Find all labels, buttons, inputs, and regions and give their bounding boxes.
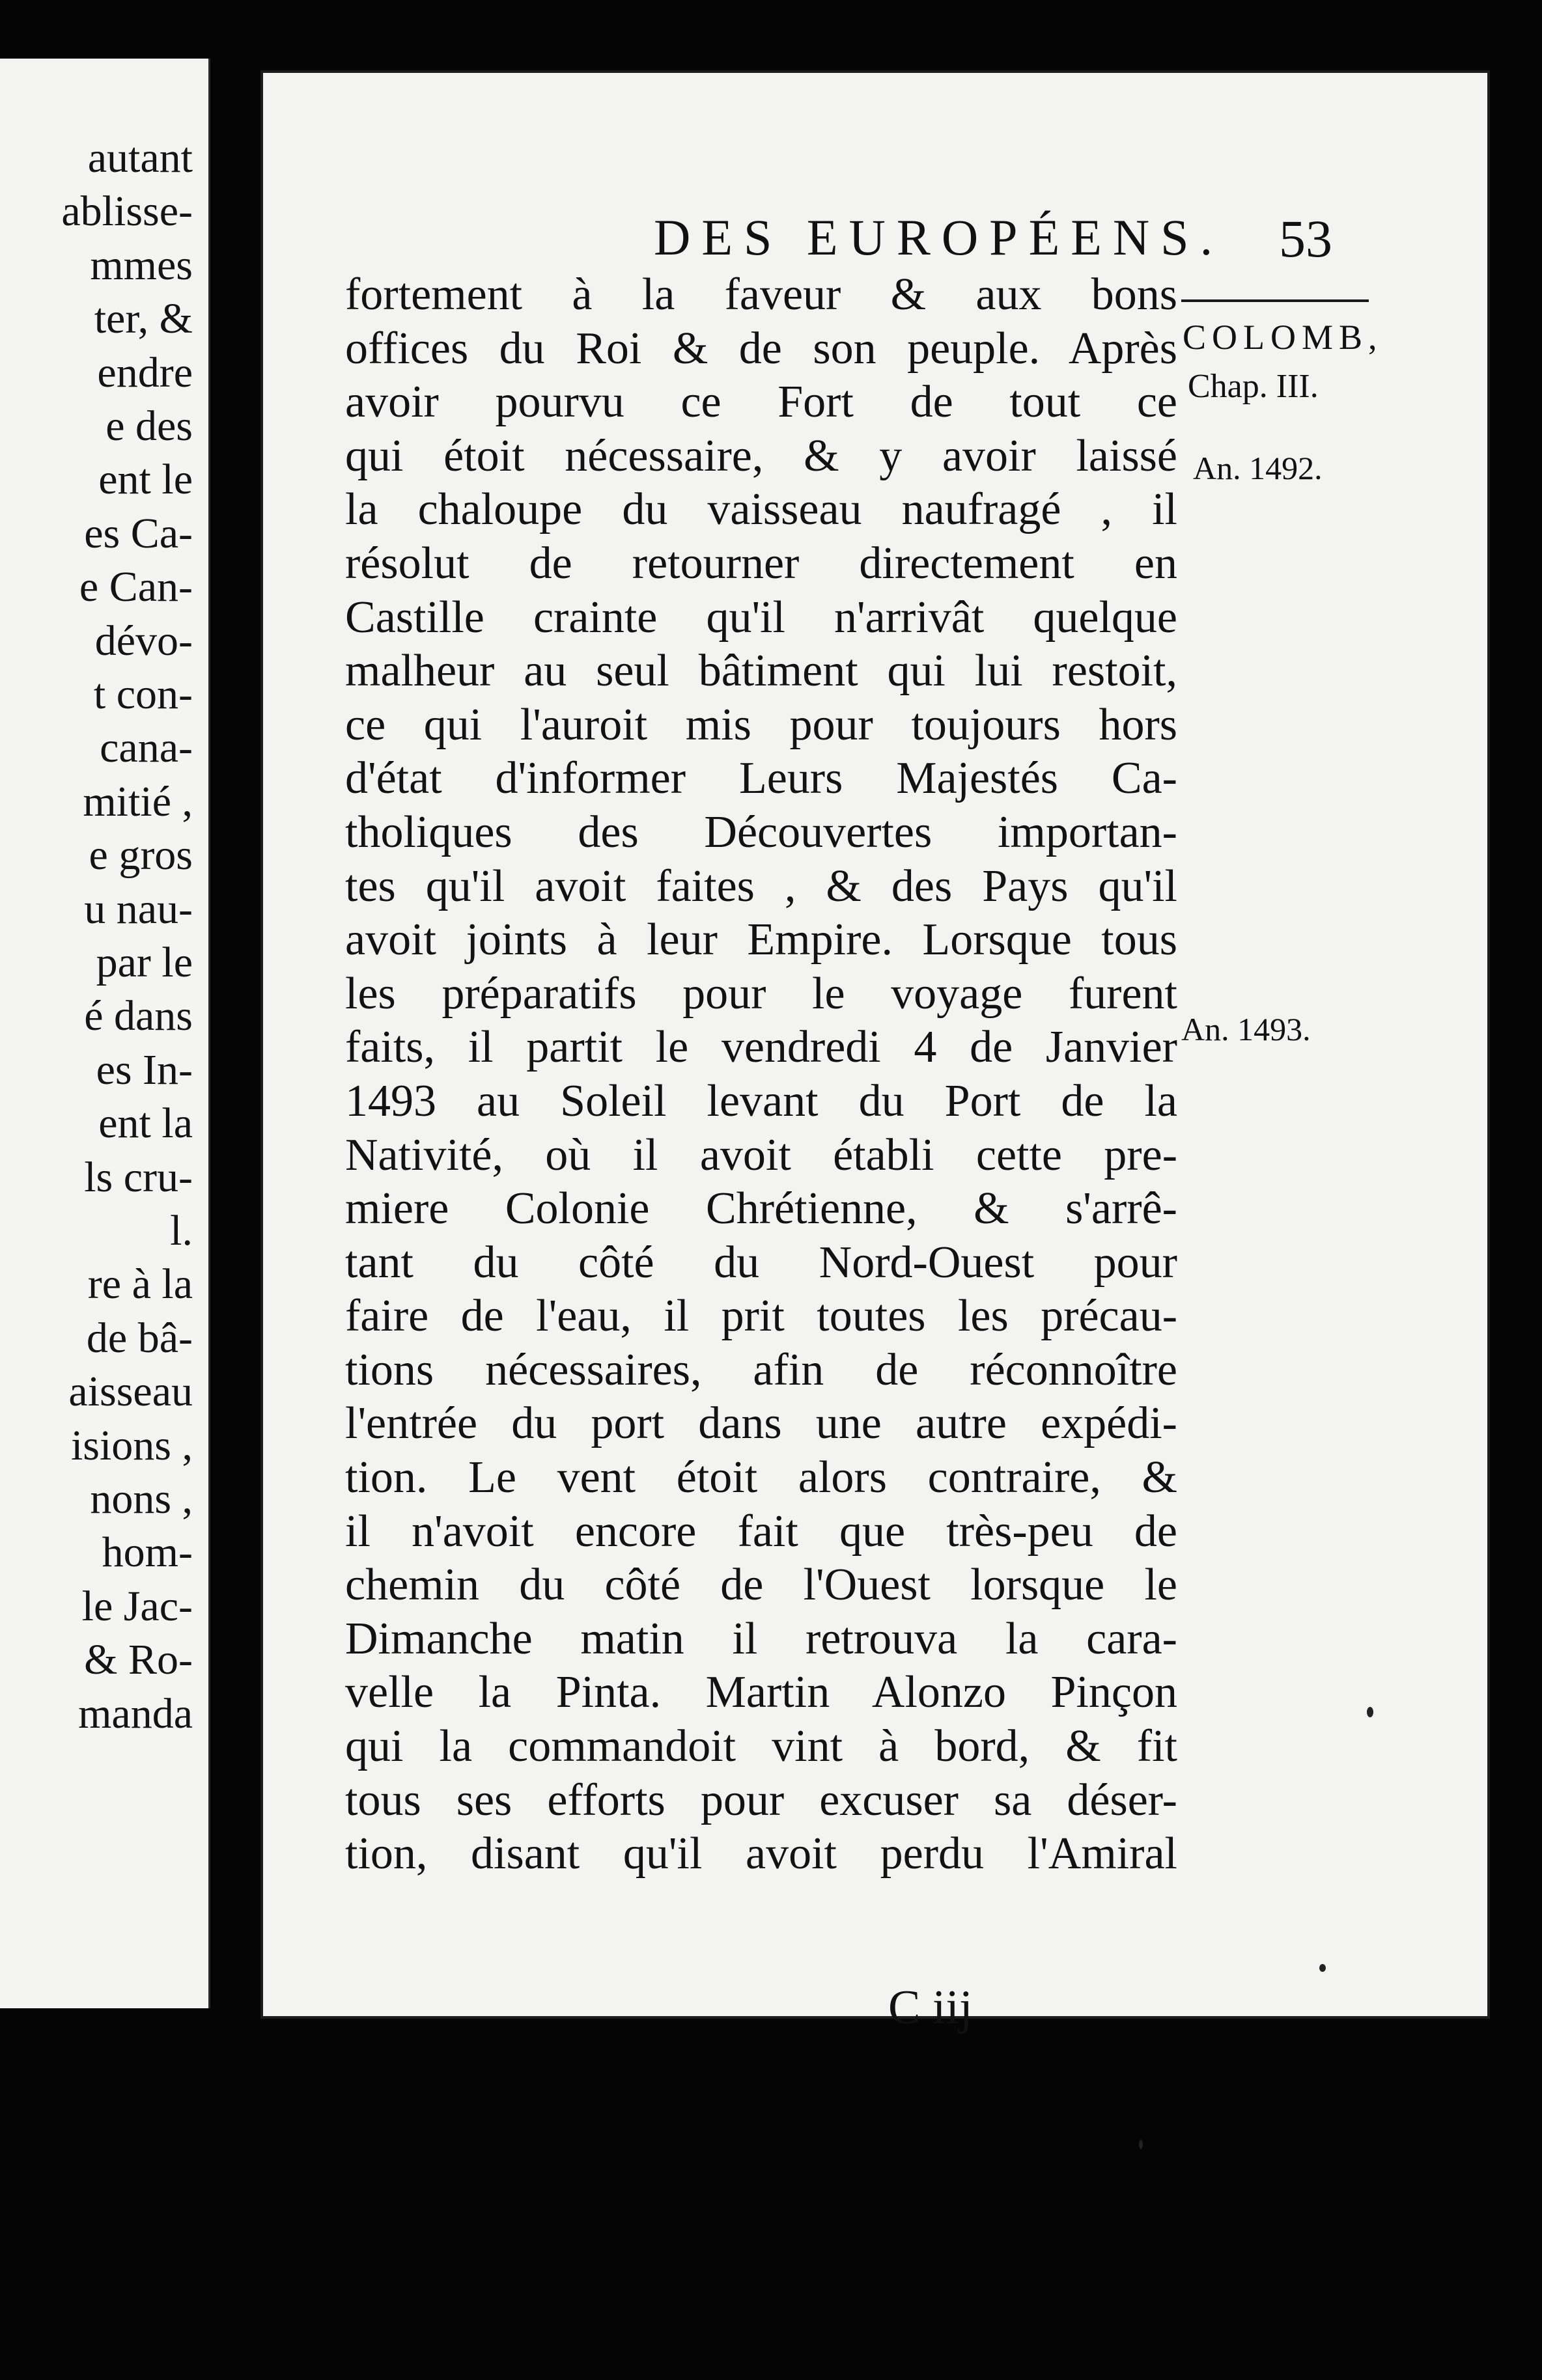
left-page-line: u nau- — [84, 885, 193, 933]
body-line: il n'avoit encore fait que très-peu de — [345, 1506, 1177, 1557]
left-page-line: & Ro- — [84, 1636, 193, 1684]
body-line: tant du côté du Nord-Ouest pour — [345, 1237, 1177, 1288]
ink-speck — [1367, 1707, 1373, 1717]
body-line: tes qu'il avoit faites , & des Pays qu'il — [345, 861, 1177, 911]
left-page-line: ter, & — [94, 295, 193, 343]
left-page-line: mitié , — [83, 777, 193, 825]
body-line: qui étoit nécessaire, & y avoir laissé — [345, 430, 1177, 481]
body-line: fortement à la faveur & aux bons — [345, 270, 1177, 320]
left-page-line: es Ca- — [84, 509, 193, 557]
body-line: miere Colonie Chrétienne, & s'arrê- — [345, 1183, 1177, 1234]
left-page-lines — [0, 59, 208, 2008]
left-page-line: dévo- — [94, 616, 193, 665]
page-number: 53 — [1279, 209, 1332, 268]
body-line: les préparatifs pour le voyage furent — [345, 968, 1177, 1019]
left-page-fragment — [0, 59, 210, 2008]
body-line: tions nécessaires, afin de réconnoître — [345, 1344, 1177, 1395]
body-line: d'état d'informer Leurs Majestés Ca- — [345, 753, 1177, 804]
left-page-line: e des — [105, 402, 193, 450]
body-line: faits, il partit le vendredi 4 de Janvier — [345, 1022, 1177, 1073]
left-page-line: autant — [87, 134, 193, 182]
left-page-line: l. — [170, 1207, 193, 1254]
body-line: tous ses efforts pour excuser sa déser- — [345, 1775, 1177, 1825]
body-line: malheur au seul bâtiment qui lui restoit, — [345, 646, 1177, 697]
body-line: Nativité, où il avoit établi cette pre- — [345, 1129, 1177, 1180]
left-page-line: isions , — [70, 1421, 193, 1469]
left-page-line: le Jac- — [81, 1582, 193, 1630]
left-page-line: nons , — [90, 1475, 193, 1523]
body-line: Dimanche matin il retrouva la cara- — [345, 1613, 1177, 1664]
marginal-rule — [1181, 299, 1369, 302]
marginal-author-note: COLOMB, — [1183, 318, 1383, 357]
left-page-line: hom- — [102, 1529, 193, 1577]
body-line: la chaloupe du vaisseau naufragé , il — [345, 484, 1177, 535]
body-line: avoit joints à leur Empire. Lorsque tous — [345, 915, 1177, 965]
marginal-year-note-1492: An. 1492. — [1193, 450, 1323, 486]
left-page-line: ent le — [98, 456, 193, 504]
body-line: faire de l'eau, il prit toutes les précau- — [345, 1291, 1177, 1342]
marginal-chapter-note: Chap. III. — [1188, 368, 1319, 405]
left-page-line: t con- — [93, 671, 193, 718]
book-page — [263, 73, 1487, 2034]
left-page-line: ent la — [98, 1100, 193, 1148]
signature-mark: C iij — [888, 1981, 973, 2034]
body-line: tholiques des Découvertes importan- — [345, 807, 1177, 857]
left-page-line: ablisse- — [61, 187, 193, 236]
body-line: qui la commandoit vint à bord, & fit — [345, 1721, 1177, 1772]
body-line: 1493 au Soleil levant du Port de la — [345, 1075, 1177, 1126]
body-line: velle la Pinta. Martin Alonzo Pinçon — [345, 1667, 1177, 1718]
body-line: tion, disant qu'il avoit perdu l'Amiral — [345, 1829, 1177, 1879]
left-page-line: es In- — [96, 1045, 193, 1094]
left-page-line: cana- — [100, 724, 193, 772]
body-line: résolut de retourner directement en — [345, 538, 1177, 588]
body-text — [345, 268, 1177, 1881]
ink-speck — [1139, 2140, 1143, 2149]
left-page-line: manda — [78, 1689, 193, 1737]
left-page-line: ls cru- — [84, 1153, 193, 1201]
marginal-year-note-1493: An. 1493. — [1181, 1011, 1311, 1047]
body-line: offices du Roi & de son peuple. Après — [345, 323, 1177, 374]
left-page-line: re à la — [87, 1260, 193, 1308]
left-page-line: é dans — [84, 992, 193, 1040]
body-line: l'entrée du port dans une autre expédi- — [345, 1398, 1177, 1449]
body-line: tion. Le vent étoit alors contraire, & — [345, 1452, 1177, 1503]
left-page-line: par le — [96, 939, 193, 986]
left-page-line: e gros — [89, 831, 193, 879]
left-page-line: mmes — [90, 241, 193, 289]
body-line: ce qui l'auroit mis pour toujours hors — [345, 699, 1177, 750]
ink-speck — [1319, 1964, 1326, 1972]
left-page-line: aisseau — [68, 1368, 193, 1416]
left-page-line: e Can- — [79, 563, 193, 611]
body-line: avoir pourvu ce Fort de tout ce — [345, 377, 1177, 428]
body-line: chemin du côté de l'Ouest lorsque le — [345, 1560, 1177, 1611]
left-page-line: de bâ- — [86, 1314, 193, 1362]
running-head-title: DES EUROPÉENS. — [654, 209, 1224, 266]
left-page-line: endre — [97, 348, 193, 396]
body-line: Castille crainte qu'il n'arrivât quelque — [345, 592, 1177, 643]
